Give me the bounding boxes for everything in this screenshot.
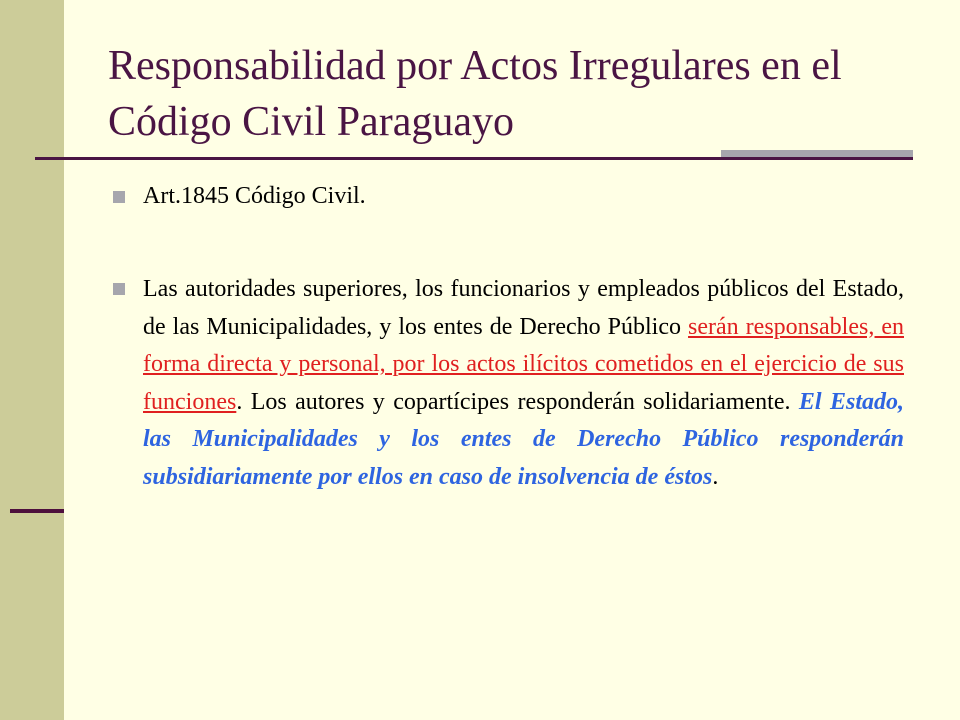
article-end-text: . (712, 463, 719, 490)
title-underline-rule (35, 157, 913, 160)
bullet-square-icon (113, 283, 125, 295)
bullet-square-icon (113, 191, 125, 203)
slide-title: Responsabilidad por Actos Irregulares en el Código Civil Paraguayo (108, 43, 842, 145)
article-emphasis-text: El Estado, las Municipalidades y los entes de Derecho Público responderán subsidiariamente por ellos en caso de insolvencia de éstos (143, 388, 904, 490)
left-accent-line (10, 509, 64, 513)
article-highlight-text: serán responsables, en forma directa y personal, por los actos ilícitos cometidos en el ejercicio de sus funciones (143, 313, 904, 415)
bullet-article-text (143, 271, 904, 497)
article-lead-text: Las autoridades superiores, los funcionarios y empleados públicos del Estado, de las Municipalidades, y los entes de Derecho Público (143, 276, 904, 340)
left-decorative-band (0, 0, 64, 720)
bullet-article-reference: Art.1845 Código Civil. (143, 183, 366, 209)
article-middle-text: . Los autores y copartícipes responderán solidariamente. (236, 388, 799, 415)
title-accent-bar (721, 150, 913, 157)
